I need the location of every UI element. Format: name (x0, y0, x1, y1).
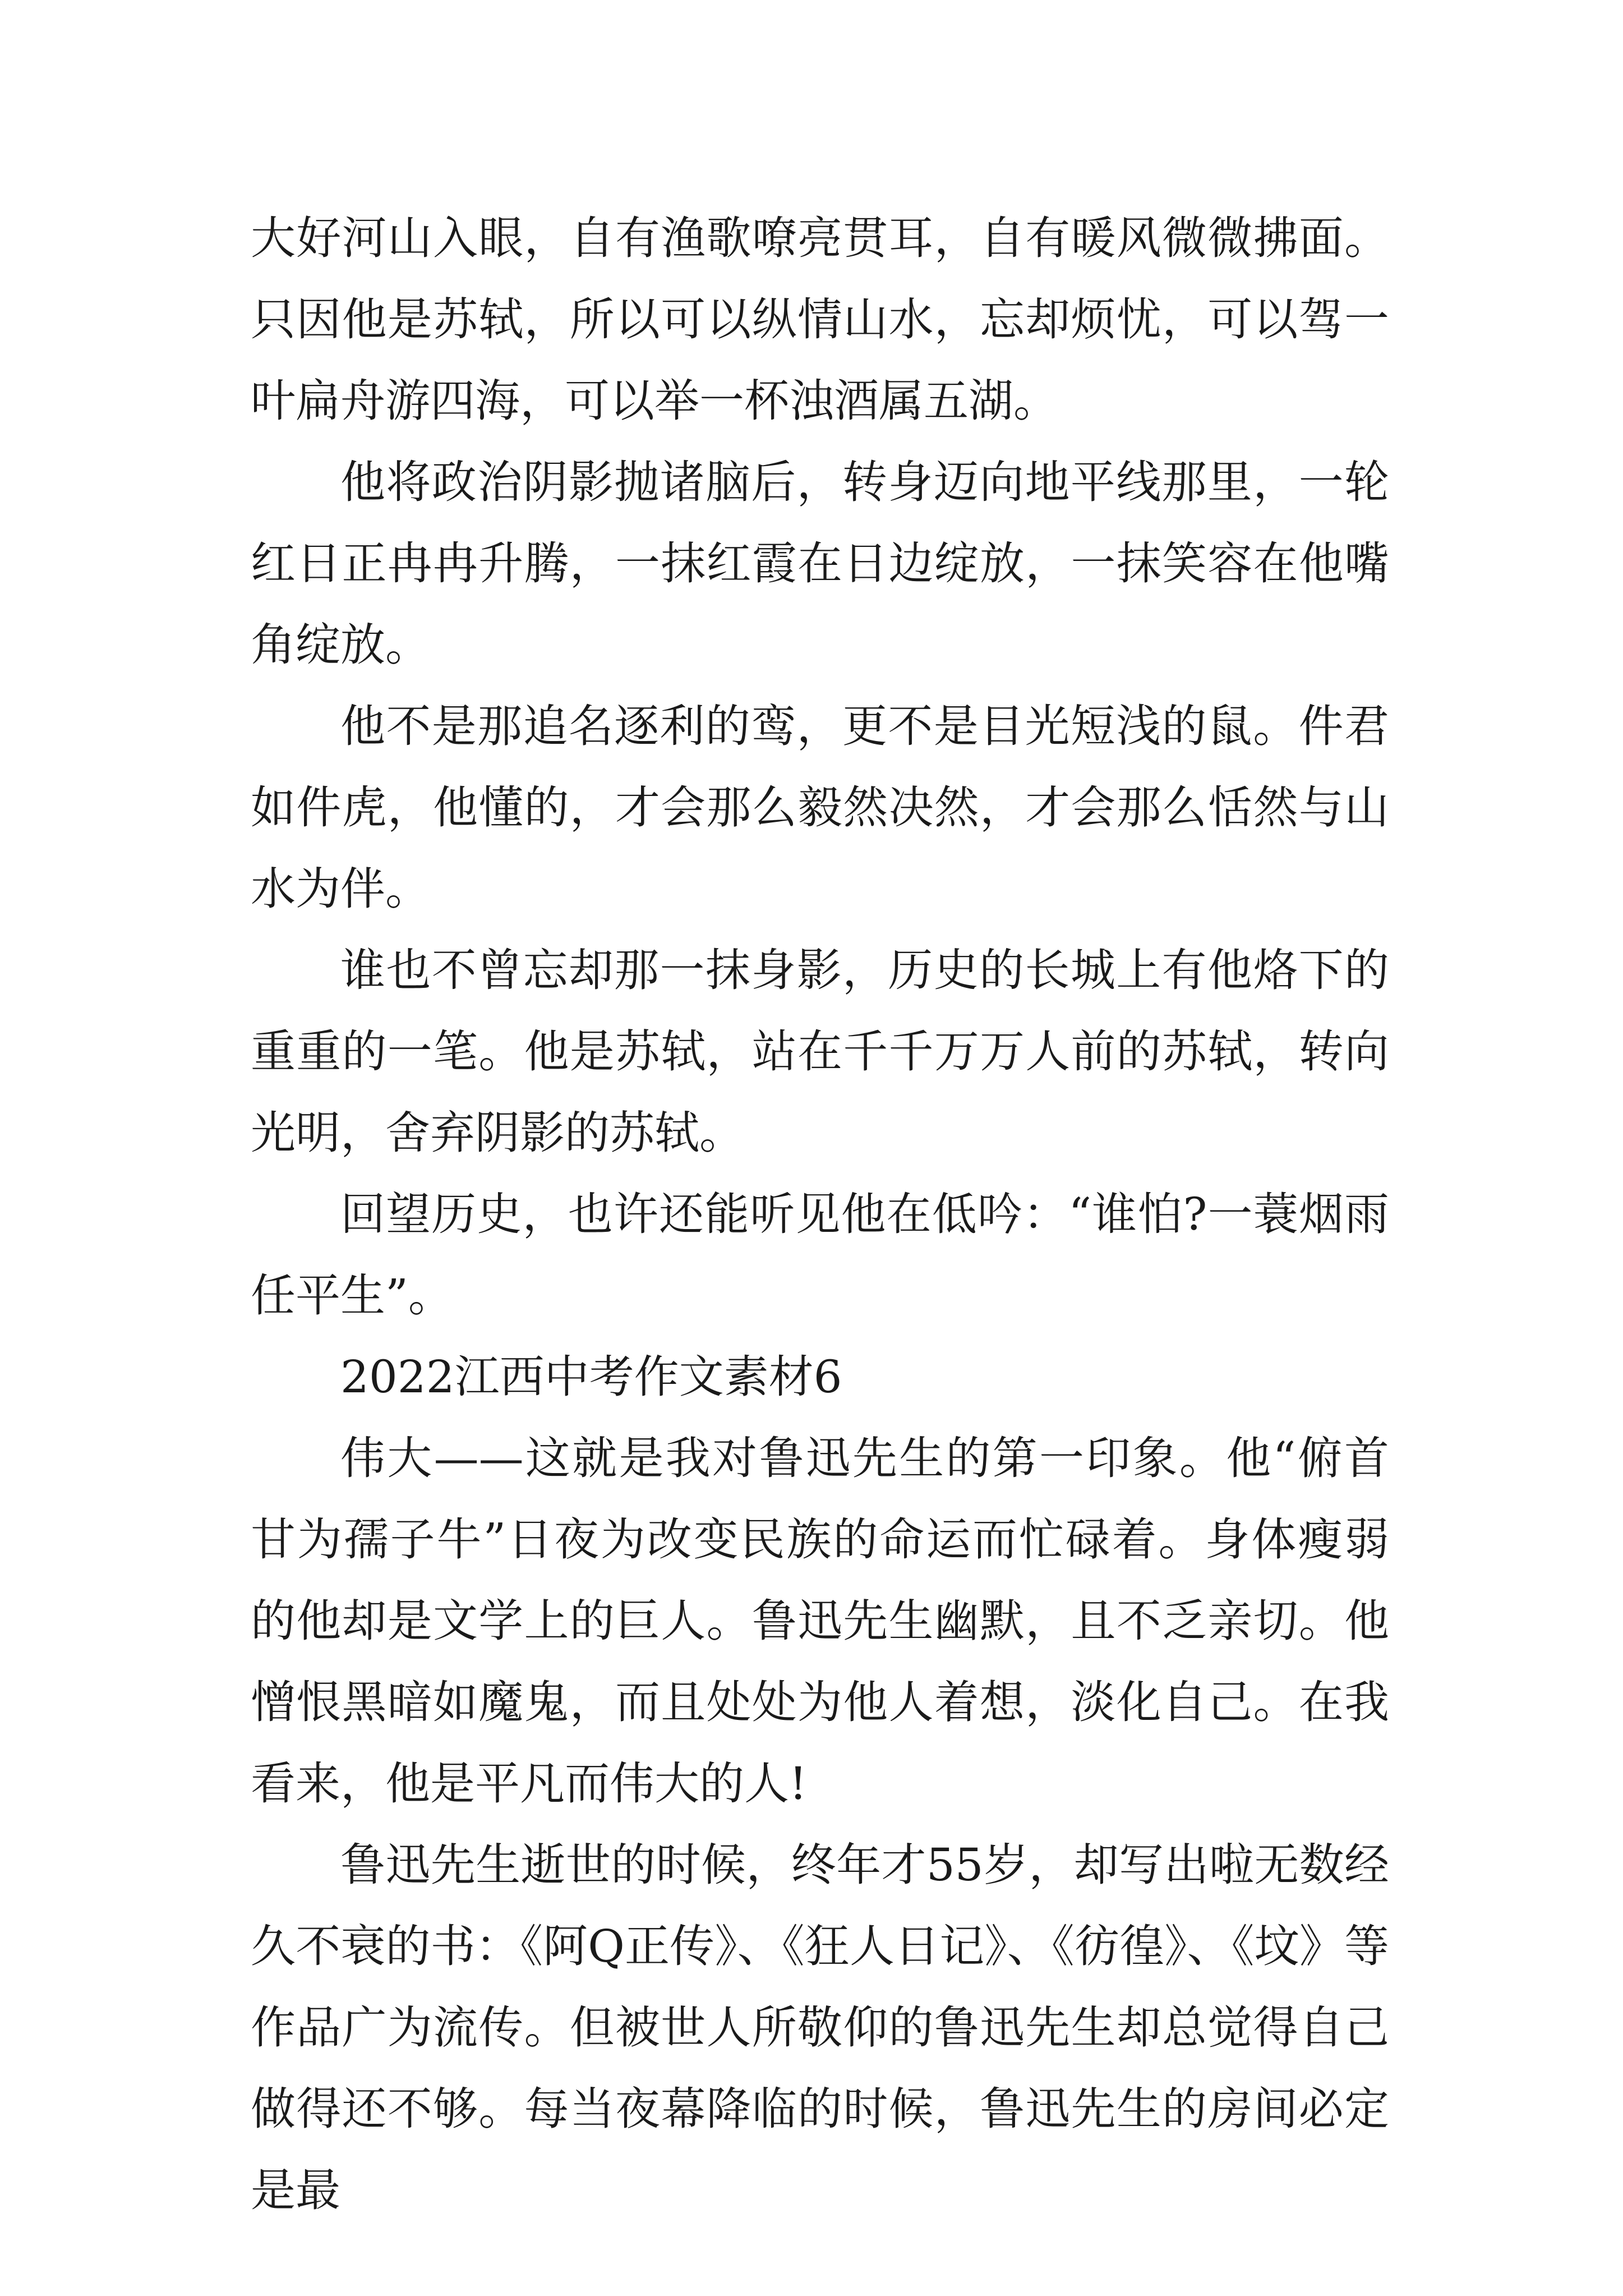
paragraph: 伟大——这就是我对鲁迅先生的第一印象。他“俯首甘为孺子牛”日夜为改变民族的命运而忙碌着。身体瘦弱的他却是文学上的巨人。鲁迅先生幽默，且不乏亲切。他憎恨黑暗如魔鬼，而且处处为他人着想，淡化自己。在我看来，他是平凡而伟大的人! (251, 1432, 1389, 1810)
paragraph: 回望历史，也许还能听见他在低吟：“谁怕?一蓑烟雨任平生”。 (251, 1188, 1389, 1322)
paragraph: 鲁迅先生逝世的时候，终年才55岁，却写出啦无数经久不衰的书：《阿Q正传》、《狂人日记》、《彷徨》、《坟》等作品广为流传。但被世人所敬仰的鲁迅先生却总觉得自己做得还不够。每当夜幕降临的时候，鲁迅先生的房间必定是最 (251, 1839, 1389, 2216)
section-heading: 2022江西中考作文素材6 (340, 1351, 842, 1403)
paragraph: 他将政治阴影抛诸脑后，转身迈向地平线那里，一轮红日正冉冉升腾，一抹红霞在日边绽放，一抹笑容在他嘴角绽放。 (251, 456, 1389, 671)
paragraph: 谁也不曾忘却那一抹身影，历史的长城上有他烙下的重重的一笔。他是苏轼，站在千千万万人前的苏轼，转向光明，舍弃阴影的苏轼。 (251, 944, 1389, 1159)
paragraph-continued: 大好河山入眼，自有渔歌嘹亮贯耳，自有暖风微微拂面。只因他是苏轼，所以可以纵情山水，忘却烦忧，可以驾一叶扁舟游四海，可以举一杯浊酒属五湖。 (251, 212, 1389, 427)
document-body (251, 197, 1389, 2231)
paragraph: 他不是那追名逐利的鸾，更不是目光短浅的鼠。件君如件虎，他懂的，才会那么毅然决然，才会那么恬然与山水为伴。 (251, 700, 1389, 915)
